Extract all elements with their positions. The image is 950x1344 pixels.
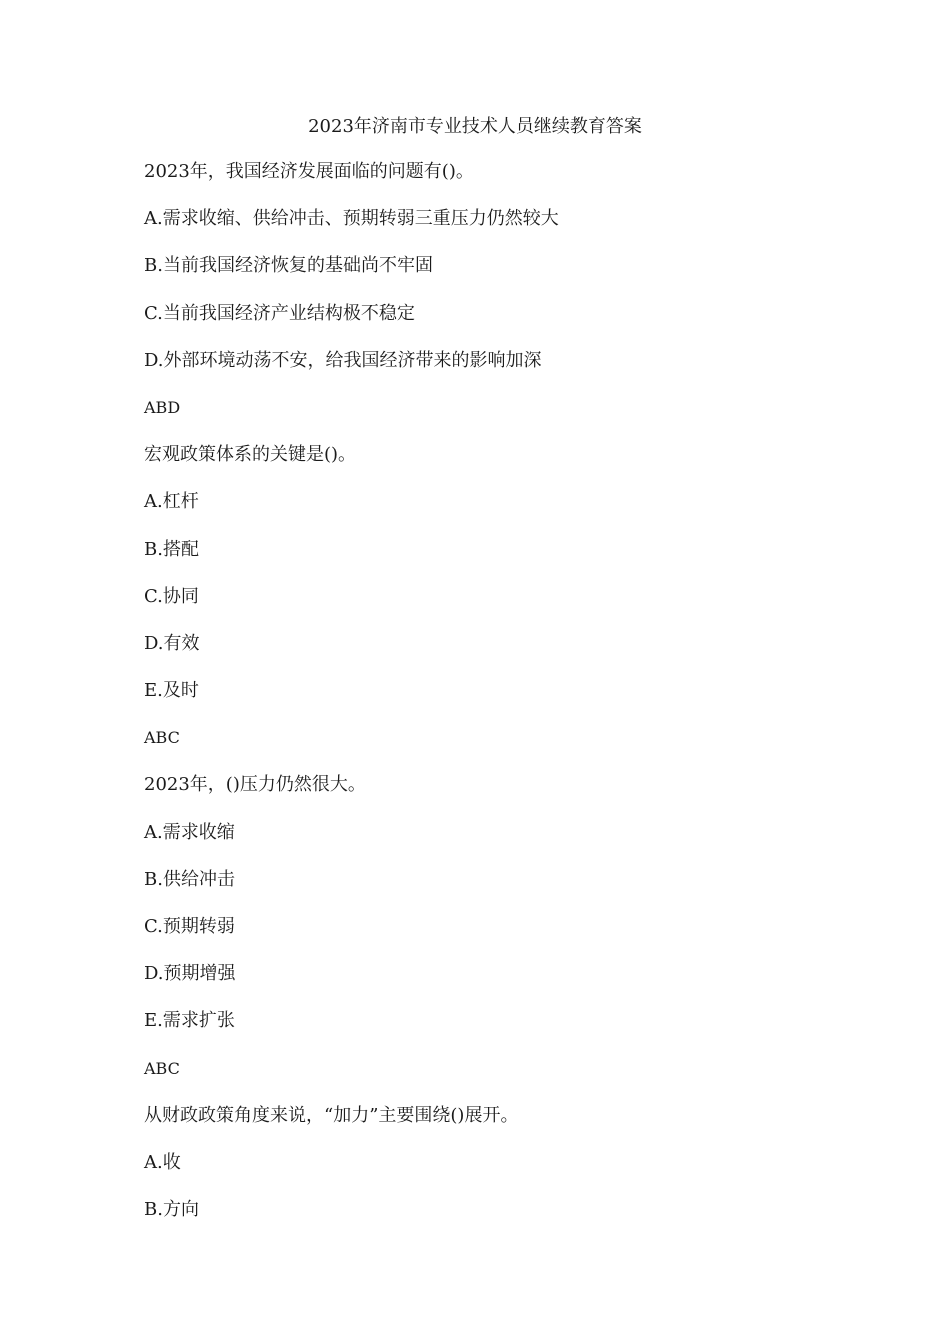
question-option: C.预期转弱 bbox=[144, 916, 235, 937]
question-stem: 2023年，我国经济发展面临的问题有()。 bbox=[144, 161, 474, 182]
question-option: B.供给冲击 bbox=[144, 868, 235, 890]
question-option: C.协同 bbox=[144, 585, 199, 607]
question-option: A.需求收缩 bbox=[144, 821, 235, 843]
question-stem: 2023年，()压力仍然很大。 bbox=[144, 774, 366, 796]
question-answer: ABD bbox=[144, 397, 181, 417]
question-option: B.当前我国经济恢复的基础尚不牢固 bbox=[144, 255, 433, 277]
question-option: E.及时 bbox=[144, 680, 199, 702]
question-answer: ABC bbox=[144, 1058, 180, 1078]
document-title: 2023年济南市专业技术人员继续教育答案 bbox=[308, 116, 642, 137]
question-option: B.搭配 bbox=[144, 538, 199, 560]
question-answer: ABC bbox=[144, 728, 180, 748]
question-option: E.需求扩张 bbox=[144, 1010, 235, 1032]
question-stem: 从财政政策角度来说，“加力”主要围绕()展开。 bbox=[144, 1104, 519, 1126]
question-stem: 宏观政策体系的关键是()。 bbox=[144, 444, 357, 466]
question-option: D.外部环境动荡不安，给我国经济带来的影响加深 bbox=[144, 349, 542, 371]
question-option: B.方向 bbox=[144, 1199, 199, 1221]
question-option: A.收 bbox=[144, 1151, 181, 1173]
question-option: C.当前我国经济产业结构极不稳定 bbox=[144, 302, 415, 324]
document-body bbox=[144, 160, 844, 1245]
question-option: D.有效 bbox=[144, 632, 200, 654]
question-option: A.需求收缩、供给冲击、预期转弱三重压力仍然较大 bbox=[144, 208, 559, 230]
question-option: A.杠杆 bbox=[144, 491, 199, 513]
question-option: D.预期增强 bbox=[144, 963, 236, 985]
